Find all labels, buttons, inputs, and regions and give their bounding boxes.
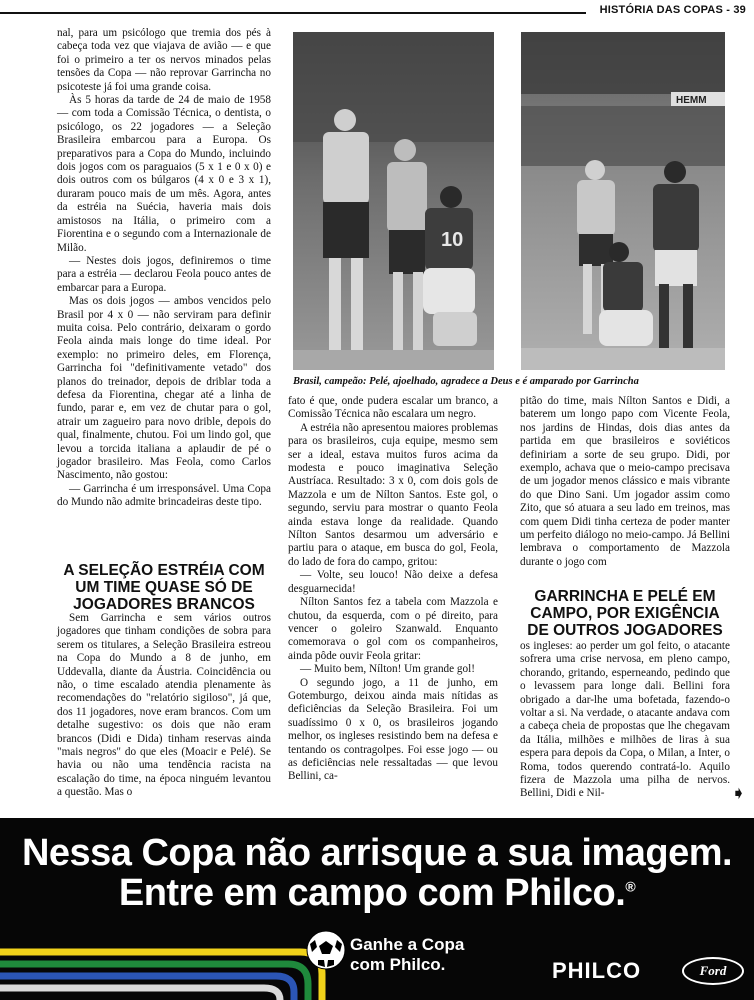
paragraph: — Nestes dois jogos, definiremos o time para a estréia — declarou Feola pouco antes de embarcar para a Europa.: [57, 254, 271, 294]
paragraph: Mas os dois jogos — ambos vencidos pelo Brasil por 4 x 0 — não serviram para definir muita coisa. Pelo contrário, deixaram o gordo Feola ainda mais longe do time ideal. Por exemplo: no primeiro deles, em Florença, Garrincha foi "definitivamente vetado" dos planos do treinador, depois de driblar toda a defesa da Fiorentina, chegar até a linha de fundo, parar e, em vez de chutar para o gol, atrair um zagueiro para novo drible, depois do qual, finalmente, chutou. Foi um lindo gol, que levou a torcida italiana a aplaudir de pé o jogador brasileiro. Mas Feola, como Carlos Nascimento, não gostou:: [57, 295, 271, 482]
paragraph: os ingleses: ao perder um gol feito, o atacante sofrera uma crise nervosa, em pleno campo, chorando, gritando, esperneando, pedindo que o levassem para longe dali. Bellini fora obrigado a dar-lhe uma bofetada, fazendo-o voltar a si. Na verdade, o atacante andava com a cabeça cheia de propostas que lhe chegavam da Itália, milhões e milhões de liras à sua espera para depois da Copa, o Milan, a Inter, o Roma, todos querendo contratá-lo. Aquilo fizera de Mazzola uma pilha de nervos. Bellini, Didi e Nil-: [520, 640, 730, 800]
section-heading-1: A SELEÇÃO ESTRÉIA COM UM TIME QUASE SÓ DE JOGADORES BRANCOS: [63, 562, 265, 613]
soccer-ball-icon: [306, 930, 346, 970]
page-header: [0, 0, 754, 22]
ad-call-to-action: [350, 935, 464, 975]
article-column-3-continued: [520, 640, 730, 801]
ad-headline-line-1: Nessa Copa não arrisque a sua imagem.: [21, 832, 733, 874]
paragraph: Nílton Santos fez a tabela com Mazzola e chutou, da esquerda, com o pé direito, para vencer o goleiro Szanwald. Enquanto comemorava o gol com os companheiros, ainda pôde ouvir Feola gritar:: [288, 596, 498, 662]
article-column-1: [57, 27, 271, 510]
ad-headline-text: Entre em campo com Philco.: [118, 872, 626, 914]
paragraph: — Muito bem, Nílton! Um grande gol!: [300, 663, 475, 676]
paragraph: Sem Garrincha e sem vários outros jogadores que tinham condições de sobra para serem os titulares, a Seleção Brasileira estreou na Copa do Mundo a 8 de junho, em Uddevalla, diante da Áustria. Coincidência ou não, o time escalado atendia plenamente às recomendações do "relatório sigiloso", já que, dos 11 jogadores, nove eram brancos. Com um detalhe sugestivo: os dois que não eram brancos (Didi e Dida) tinham reservas ainda "mais negros" do que eles (Moacir e Pelé). Se havia ou não uma tendência racista na escalação do time, na época ninguém levantou a questão. Mas o: [57, 612, 271, 799]
jersey-number: 10: [441, 229, 464, 251]
paragraph: O segundo jogo, a 11 de junho, em Gotemburgo, deixou ainda mais nítidas as deficiências da Seleção Brasileira. Foi um suadíssimo 0 x 0, os brasileiros jogando melhor, os ingleses resistindo bem na defesa e tentando os contragolpes. Foi esse jogo — ou as deficiências nele ressaltadas — que levou Bellini, ca-: [288, 676, 498, 783]
photo-pele-kneeling: [293, 32, 494, 370]
ford-logo: Ford: [682, 957, 744, 985]
article-column-2: [288, 395, 498, 784]
registered-mark: ®: [625, 878, 636, 895]
continue-arrow-icon: ➧: [731, 783, 747, 803]
philco-logo: PHILCO: [552, 958, 642, 983]
section-heading-2: GARRINCHA E PELÉ EM CAMPO, POR EXIGÊNCIA DE OUTROS JOGADORES: [527, 588, 723, 639]
photo-caption: Brasil, campeão: Pelé, ajoelhado, agradece a Deus e é amparado por Garrincha: [293, 376, 639, 387]
running-header: HISTÓRIA DAS COPAS - 39: [599, 4, 746, 16]
ad-cta-line-2: com Philco.: [350, 955, 446, 974]
article-column-1-continued: [57, 612, 271, 800]
paragraph: fato é que, onde pudera escalar um branco, a Comissão Técnica não escalara um negro.: [288, 395, 498, 421]
article-column-3: [520, 395, 730, 569]
ad-cta-line-1: Ganhe a Copa: [350, 935, 465, 954]
stadium-sign: HEMM: [676, 95, 707, 106]
paragraph: A estréia não apresentou maiores problemas para os brasileiros, cuja equipe, mesmo sem ser a ideal, estava muitos furos acima da modesta e pouco imaginativa Seleção Austríaca. Resultado: 3 x 0, com dois gols de Mazzola e um de Nílton Santos. Este gol, o segundo, serviu para mostrar o quanto Feola ainda estava longe da realidade. Quando Nílton Santos desarmou um adversário e partiu para o ataque, em busca do gol, Feola, do lado de fora do campo, gritou:: [288, 421, 498, 568]
photo-1-illustration: [293, 32, 494, 370]
paragraph: Às 5 horas da tarde de 24 de maio de 1958 — com toda a Comissão Técnica, o dentista, o psicólogo, os 22 jogadores — a Seleção Brasileira embarcou para a Europa. Os preparativos para a Copa do Mundo, incluindo dois jogos com os paraguaios (5 x 1 e 0 x 0) e dois outros com os búlgaros (4 x 0 e 3 x 1), duraram pouco mais de um mês. Agora, antes da estréia na Suécia, haveria mais dois amistosos na Itália, o primeiro com a Fiorentina e o segundo com a Internazionale de Milão.: [57, 94, 271, 254]
ad-color-stripes: [0, 944, 330, 1000]
paragraph: — Volte, seu louco! Não deixe a defesa desguarnecida!: [288, 569, 498, 595]
paragraph: — Garrincha é um irresponsável. Uma Copa do Mundo não admite brincadeiras deste tipo.: [57, 482, 271, 509]
ad-headline-line-2: [0, 872, 754, 915]
photo-2-illustration: [521, 32, 725, 370]
paragraph: nal, para um psicólogo que tremia dos pés à cabeça toda vez que viajava de avião — e que foi o primeiro a ter os nervos minados pelas tensões da Copa — não reprovar Garrincha no psicoteste já foi uma grande coisa.: [57, 27, 271, 93]
header-rule: [0, 12, 586, 14]
photo-garrincha-supporting-pele: [521, 32, 725, 370]
paragraph: pitão do time, mais Nílton Santos e Didi, a baterem um longo papo com Vicente Feola, nos jardins de Hindas, dois dias antes da partida em que brasileiros e soviéticos definiriam a sorte de seu grupo. Didi, por exemplo, achava que o meio-campo precisava de um jogador menos clássico e mais vibrante do que Dino Sani. Um jogador assim como Zito, que só atuara a seu lado em treinos, mas com quem Didi tinha certeza de poder manter um perfeito diálogo no meio-campo. Já Bellini lembrava o comportamento de Mazzola durante o jogo com: [520, 395, 730, 568]
